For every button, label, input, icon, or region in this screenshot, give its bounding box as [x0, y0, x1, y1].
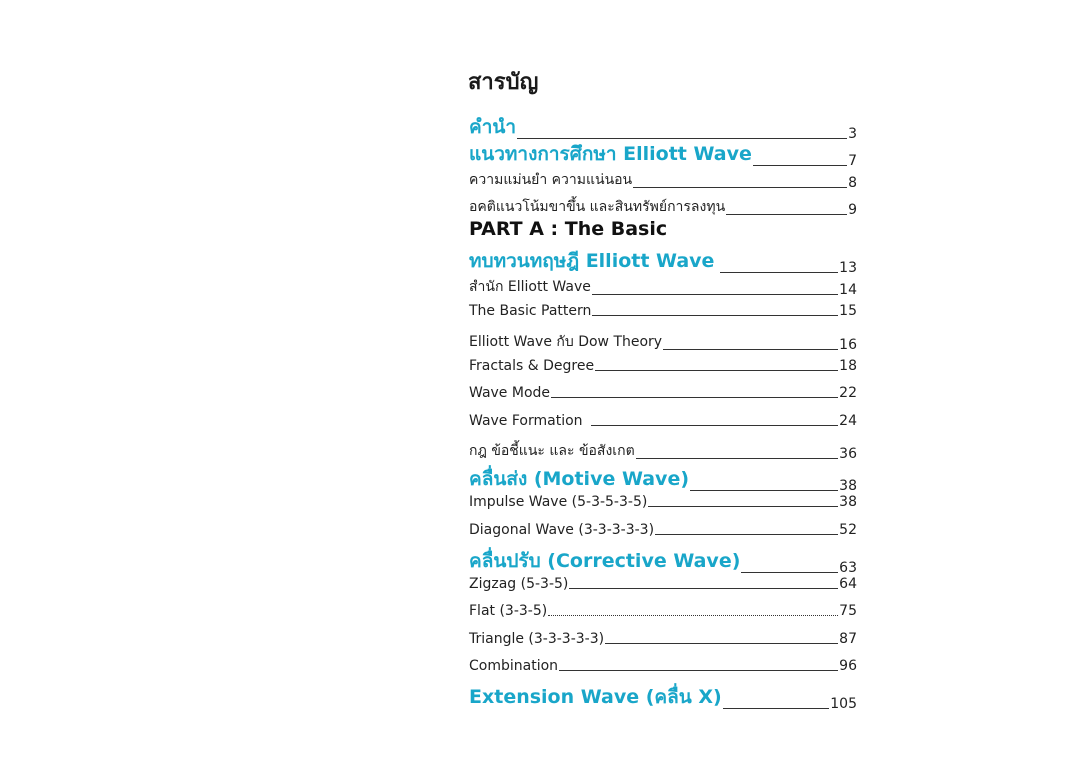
toc-entry-7[interactable]	[469, 276, 857, 298]
toc-label: คำนำ	[469, 116, 517, 138]
toc-entry-17[interactable]	[469, 546, 857, 576]
toc-label: Wave Mode	[469, 385, 551, 401]
toc-leader	[753, 165, 847, 166]
toc-page: 13	[839, 260, 857, 276]
toc-entry-21[interactable]	[469, 658, 857, 674]
toc-label: Impulse Wave (5-3-5-3-5)	[469, 494, 648, 510]
toc-entry-6[interactable]	[469, 246, 857, 276]
toc-label: ทบทวนทฤษฎี Elliott Wave	[469, 250, 715, 272]
toc-label: สำนัก Elliott Wave	[469, 279, 591, 295]
toc-label: Diagonal Wave (3-3-3-3-3)	[469, 522, 655, 538]
toc-page: 24	[839, 413, 857, 429]
toc-leader	[648, 506, 838, 507]
toc-leader	[726, 214, 847, 215]
toc-page: 18	[839, 358, 857, 374]
toc-leader	[591, 425, 839, 426]
toc-page: 36	[839, 446, 857, 462]
toc-page: 38	[839, 494, 857, 510]
toc-entry-14[interactable]	[469, 464, 857, 494]
toc-label: Zigzag (5-3-5)	[469, 576, 569, 592]
toc-leader	[592, 294, 838, 295]
toc-entry-1[interactable]	[469, 112, 857, 142]
toc-page: 63	[839, 560, 857, 576]
toc-entry-9[interactable]	[469, 331, 857, 353]
toc-label: Elliott Wave กับ Dow Theory	[469, 334, 663, 350]
toc-entry-20[interactable]	[469, 631, 857, 647]
toc-leader	[551, 397, 838, 398]
toc-leader	[559, 670, 838, 671]
toc-label: คลื่นปรับ (Corrective Wave)	[469, 550, 741, 572]
toc-page: 105	[830, 696, 857, 712]
toc-page: 7	[848, 153, 857, 169]
page-title: สารบัญ	[468, 70, 539, 95]
toc-leader	[663, 349, 838, 350]
toc-leader	[592, 315, 838, 316]
toc-page: 9	[848, 202, 857, 218]
toc-leader	[720, 272, 838, 273]
toc-page: 75	[839, 603, 857, 619]
toc-page: 87	[839, 631, 857, 647]
toc-leader	[595, 370, 838, 371]
toc-page: 16	[839, 337, 857, 353]
toc-page: 38	[839, 478, 857, 494]
toc-label: คลื่นส่ง (Motive Wave)	[469, 468, 690, 490]
toc-page: 52	[839, 522, 857, 538]
toc-label: Triangle (3-3-3-3-3)	[469, 631, 605, 647]
toc-leader	[690, 490, 838, 491]
toc-part-heading	[469, 218, 857, 240]
toc-leader	[741, 572, 838, 573]
toc-label: ความแม่นยำ ความแน่นอน	[469, 172, 633, 188]
toc-leader	[633, 187, 847, 188]
toc-label: อคติแนวโน้มขาขึ้น และสินทรัพย์การลงทุน	[469, 199, 726, 215]
part-heading: PART A : The Basic	[469, 218, 668, 240]
toc-label: The Basic Pattern	[469, 303, 592, 319]
toc-page: 64	[839, 576, 857, 592]
toc-page: 15	[839, 303, 857, 319]
toc-label: กฎ ข้อชี้แนะ และ ข้อสังเกต	[469, 443, 635, 459]
toc-entry-3[interactable]	[469, 169, 857, 191]
toc-entry-11[interactable]	[469, 385, 857, 401]
toc-entry-15[interactable]	[469, 494, 857, 510]
toc-leader	[723, 708, 830, 709]
toc-entry-8[interactable]	[469, 303, 857, 319]
toc-label: Wave Formation	[469, 413, 583, 429]
toc-page: 96	[839, 658, 857, 674]
toc-label: Extension Wave (คลื่น X)	[469, 686, 722, 708]
toc-entry-13[interactable]	[469, 440, 857, 462]
toc-leader	[569, 588, 838, 589]
toc-entry-22[interactable]	[469, 682, 857, 712]
toc-leader	[605, 643, 838, 644]
toc-entry-4[interactable]	[469, 196, 857, 218]
toc-leader	[548, 615, 838, 616]
toc-entry-18[interactable]	[469, 576, 857, 592]
toc-page: 22	[839, 385, 857, 401]
toc-entry-12[interactable]	[469, 413, 857, 429]
toc-entry-16[interactable]	[469, 522, 857, 538]
toc-entry-10[interactable]	[469, 358, 857, 374]
toc-page: 14	[839, 282, 857, 298]
toc-leader	[655, 534, 838, 535]
toc-entry-2[interactable]	[469, 139, 857, 169]
toc-label: Fractals & Degree	[469, 358, 595, 374]
toc-label: Combination	[469, 658, 559, 674]
toc-entry-19[interactable]	[469, 603, 857, 619]
toc-label: Flat (3-3-5)	[469, 603, 548, 619]
toc-label: แนวทางการศึกษา Elliott Wave	[469, 143, 752, 165]
toc-leader	[636, 458, 839, 459]
toc-page: 8	[848, 175, 857, 191]
toc-page: 3	[848, 126, 857, 142]
